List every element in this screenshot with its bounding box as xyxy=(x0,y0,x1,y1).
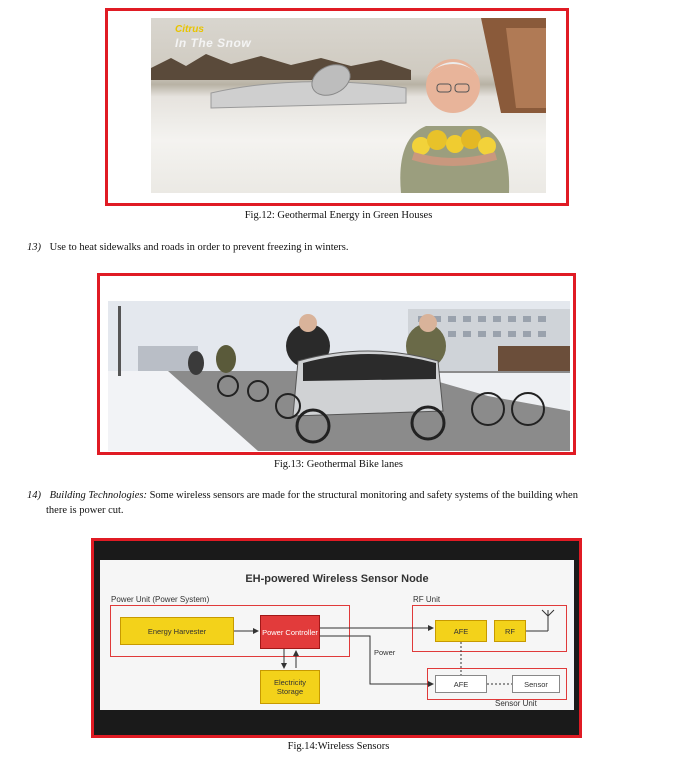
diagram-title: EH-powered Wireless Sensor Node xyxy=(245,573,429,585)
item-text-line1: Some wireless sensors are made for the structural monitoring and safety systems of the building when xyxy=(146,490,578,501)
item-text: Use to heat sidewalks and roads in order to prevent freezing in winters. xyxy=(49,242,349,253)
sensor-block: Sensor xyxy=(512,675,560,693)
list-item-13 xyxy=(27,240,657,255)
sensor-node-diagram xyxy=(100,560,574,710)
item-lead: Building Technologies: xyxy=(49,490,147,501)
item-text-line2: there is power cut. xyxy=(46,505,124,516)
greenhouse-photo xyxy=(151,18,546,193)
power-controller-block: Power Controller xyxy=(260,615,320,649)
figure-14-caption: Fig.14:Wireless Sensors xyxy=(287,741,390,752)
afe-sensor-block: AFE xyxy=(435,675,487,693)
figure-12-frame xyxy=(105,8,569,206)
energy-harvester-block: Energy Harvester xyxy=(120,617,234,645)
bike-lane-photo xyxy=(108,301,570,451)
afe-rf-block: AFE xyxy=(435,620,487,642)
list-item-14 xyxy=(27,488,667,503)
figure-13-frame xyxy=(97,273,576,455)
sensor-unit-label: Sensor Unit xyxy=(495,699,537,708)
overlay-subtitle: In The Snow xyxy=(175,36,252,50)
item-number: 14) xyxy=(27,490,41,501)
power-unit-label: Power Unit (Power System) xyxy=(111,595,210,604)
rf-block: RF xyxy=(494,620,526,642)
power-label: Power xyxy=(374,648,396,657)
item-number: 13) xyxy=(27,242,41,253)
overlay-title: Citrus xyxy=(175,24,204,35)
figure-14-frame xyxy=(91,538,582,738)
rf-unit-label: RF Unit xyxy=(413,595,441,604)
electricity-storage-block: Electricity Storage xyxy=(260,670,320,704)
figure-12-caption: Fig.12: Geothermal Energy in Green Houses xyxy=(244,210,433,221)
figure-13-caption: Fig.13: Geothermal Bike lanes xyxy=(274,459,403,470)
